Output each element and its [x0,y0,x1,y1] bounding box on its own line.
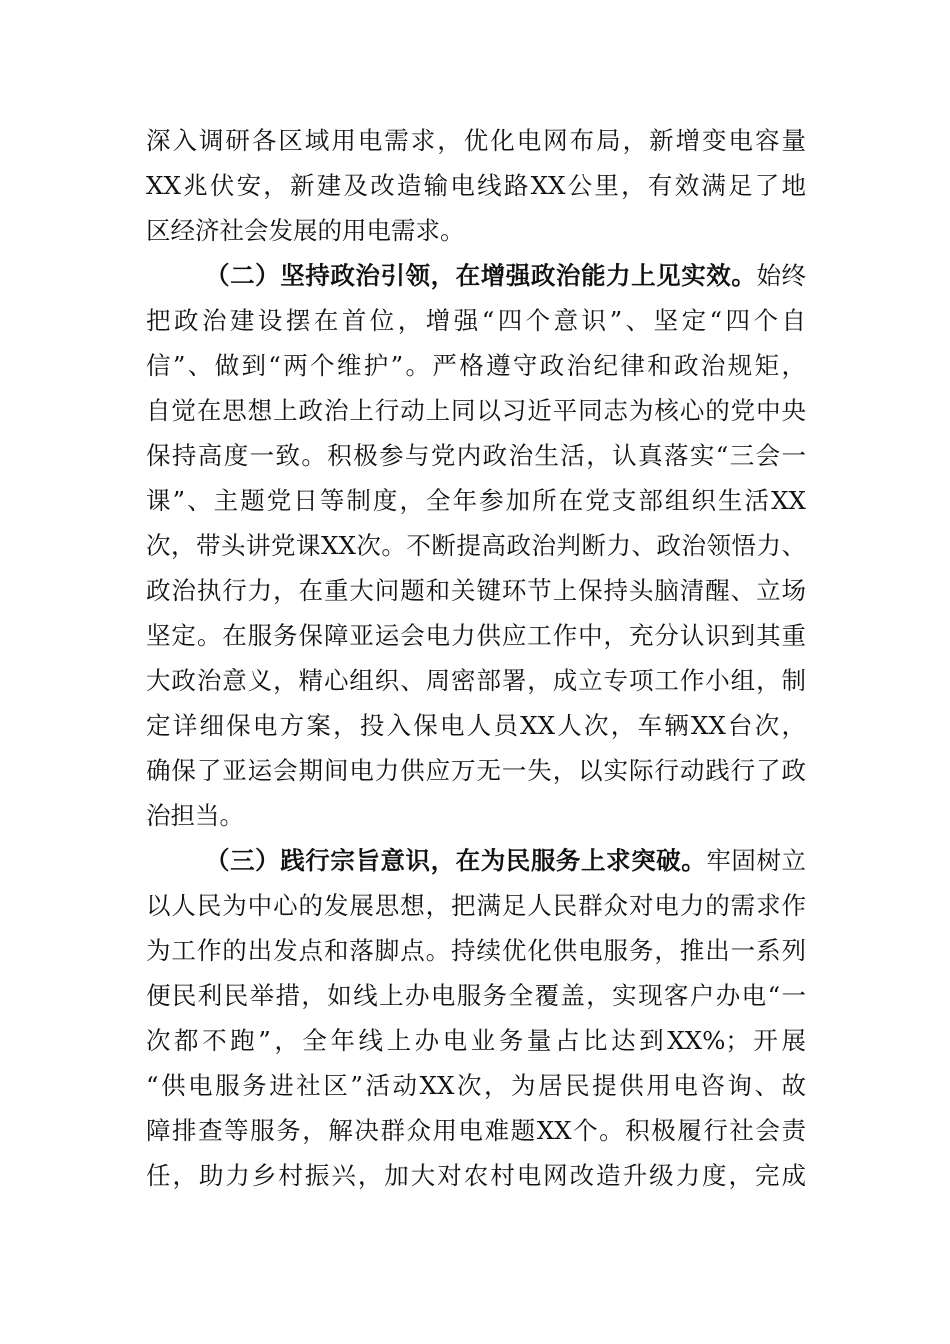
paragraph-line: 政治执行力，在重大问题和关键环节上保持头脑清醒、立场 [146,576,806,605]
paragraph-line: 以人民为中心的发展思想，把满足人民群众对电力的需求作 [146,891,806,920]
paragraph-line: 便民利民举措，如线上办电服务全覆盖，实现客户办电“一 [146,981,806,1010]
paragraph-line: 大政治意义，精心组织、周密部署，成立专项工作小组，制 [146,666,806,695]
section-3-first-line [205,841,806,881]
paragraph-line: 确保了亚运会期间电力供应万无一失，以实际行动践行了政 [146,756,806,785]
section-2-heading: （二）坚持政治引领，在增强政治能力上见实效。 [205,261,757,290]
paragraph-line: 深入调研各区域用电需求，优化电网布局，新增变电容量 [146,126,806,155]
section-2-lead: 始终 [756,261,807,290]
paragraph-line: XX兆伏安，新建及改造输电线路XX公里，有效满足了地 [146,171,806,200]
paragraph-line: 为工作的出发点和落脚点。持续优化供电服务，推出一系列 [146,936,806,965]
section-3-lead: 牢固树立 [706,846,807,875]
paragraph-line: 任，助力乡村振兴，加大对农村电网改造升级力度，完成 [146,1161,806,1190]
paragraph-line: 信”、做到“两个维护”。严格遵守政治纪律和政治规矩， [146,351,806,380]
paragraph-line: 次，带头讲党课XX次。不断提高政治判断力、政治领悟力、 [146,531,806,560]
paragraph-line: 次都不跑”，全年线上办电业务量占比达到XX%；开展 [146,1026,806,1055]
paragraph-line: 把政治建设摆在首位，增强“四个意识”、坚定“四个自 [146,306,806,335]
section-3-heading: （三）践行宗旨意识，在为民服务上求突破。 [205,846,707,875]
paragraph-line: 区经济社会发展的用电需求。 [146,216,465,245]
paragraph-line: “供电服务进社区”活动XX次，为居民提供用电咨询、故 [146,1071,806,1100]
paragraph-line: 课”、主题党日等制度，全年参加所在党支部组织生活XX [146,486,806,515]
paragraph-line: 坚定。在服务保障亚运会电力供应工作中，充分认识到其重 [146,621,806,650]
paragraph-line: 保持高度一致。积极参与党内政治生活，认真落实“三会一 [146,441,806,470]
paragraph-line: 自觉在思想上政治上行动上同以习近平同志为核心的党中央 [146,396,806,425]
section-2-first-line [205,256,806,296]
paragraph-line: 治担当。 [146,801,244,830]
paragraph-line: 障排查等服务，解决群众用电难题XX个。积极履行社会责 [146,1116,806,1145]
paragraph-line: 定详细保电方案，投入保电人员XX人次，车辆XX台次， [146,711,806,740]
